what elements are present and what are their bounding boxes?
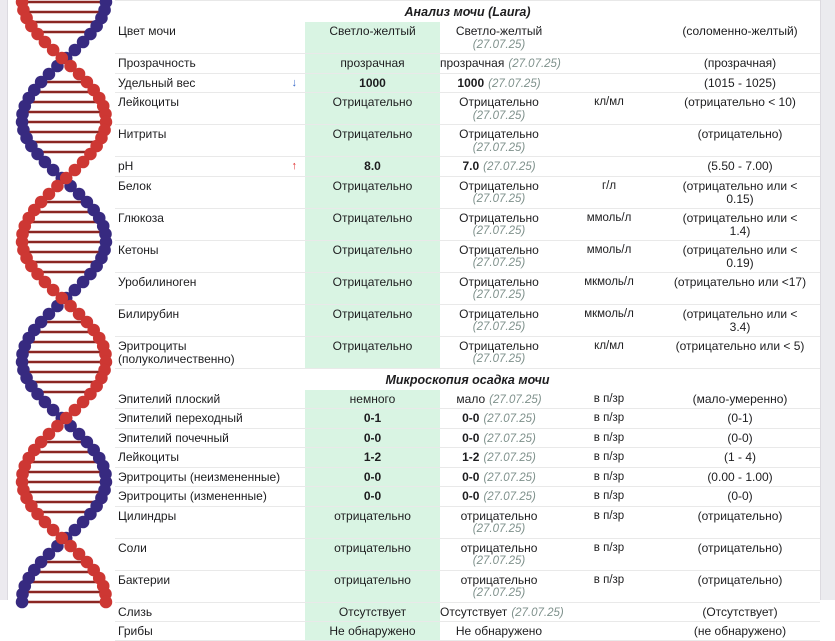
current-value-cell: [305, 273, 440, 304]
previous-value: Светло-желтый: [456, 24, 542, 38]
table-row: [115, 74, 820, 94]
previous-date: (27.07.25): [440, 110, 558, 124]
units-cell: кл/мл: [558, 337, 660, 368]
previous-value-cell: [440, 22, 558, 53]
current-value: Отсутствует: [339, 605, 406, 619]
parameter-name-cell: [115, 468, 305, 487]
previous-value-cell: [440, 468, 558, 487]
parameter-name: Эпителий переходный: [118, 412, 243, 427]
units-cell: [558, 157, 660, 176]
parameter-name: Глюкоза: [118, 212, 164, 239]
reference-range-cell: (мало-умеренно): [660, 390, 820, 409]
table-row: [115, 22, 820, 54]
table-row: [115, 125, 820, 157]
reference-range-cell: (1 - 4): [660, 448, 820, 467]
previous-date: (27.07.25): [440, 353, 558, 367]
current-value: Отрицательно: [333, 211, 413, 225]
reference-range-cell: (отрицательно): [660, 539, 820, 570]
trend-up-icon: ↑: [292, 160, 298, 175]
table-row: [115, 305, 820, 337]
reference-range-cell: (отрицательно): [660, 125, 820, 156]
current-value: Не обнаружено: [329, 624, 415, 638]
previous-value: прозрачная: [440, 56, 504, 70]
previous-value: Отрицательно: [459, 179, 539, 193]
previous-value-cell: [440, 487, 558, 506]
dna-helix-decoration: [6, 0, 118, 600]
reference-range-cell: (отрицательно или <17): [660, 273, 820, 304]
previous-date: (27.07.25): [483, 413, 535, 425]
parameter-name: Уробилиноген: [118, 276, 196, 303]
reference-range-cell: (1015 - 1025): [660, 74, 820, 93]
previous-date: (27.07.25): [440, 39, 558, 53]
units-cell: в п/зр: [558, 571, 660, 602]
previous-value: 0-0: [462, 489, 479, 503]
parameter-name-cell: [115, 622, 305, 640]
previous-value-cell: [440, 125, 558, 156]
table-row: [115, 93, 820, 125]
parameter-name: Лейкоциты: [118, 96, 179, 123]
parameter-name: Нитриты: [118, 128, 166, 155]
previous-date: (27.07.25): [483, 491, 535, 503]
units-cell: в п/зр: [558, 468, 660, 487]
current-value: Отрицательно: [333, 275, 413, 289]
parameter-name-cell: [115, 157, 305, 176]
previous-value: отрицательно: [461, 509, 538, 523]
current-value: немного: [350, 392, 396, 406]
parameter-name: Грибы: [118, 625, 153, 639]
current-value-cell: [305, 54, 440, 73]
current-value-cell: [305, 429, 440, 448]
parameter-name: Эритроциты (измененные): [118, 490, 267, 505]
previous-value: отрицательно: [461, 541, 538, 555]
section-title: Микроскопия осадка мочи: [115, 369, 820, 390]
current-value-cell: [305, 539, 440, 570]
previous-value-cell: [440, 337, 558, 368]
parameter-name: Эпителий плоский: [118, 393, 220, 408]
table-row: [115, 468, 820, 488]
reference-range-cell: (0.00 - 1.00): [660, 468, 820, 487]
previous-value-cell: [440, 93, 558, 124]
current-value-cell: [305, 177, 440, 208]
previous-value-cell: [440, 54, 558, 73]
parameter-name-cell: [115, 390, 305, 409]
parameter-name: Билирубин: [118, 308, 179, 335]
parameter-name-cell: [115, 337, 305, 368]
parameter-name: Соли: [118, 542, 147, 569]
previous-value-cell: [440, 571, 558, 602]
previous-date: (27.07.25): [489, 394, 541, 406]
previous-value: Отрицательно: [459, 307, 539, 321]
parameter-name: Удельный вес: [118, 77, 195, 92]
current-value: отрицательно: [334, 573, 411, 587]
previous-value-cell: [440, 74, 558, 93]
units-cell: в п/зр: [558, 539, 660, 570]
units-cell: мкмоль/л: [558, 305, 660, 336]
previous-value-cell: [440, 273, 558, 304]
reference-range-cell: (отрицательно < 10): [660, 93, 820, 124]
previous-date: (27.07.25): [488, 78, 540, 90]
parameter-name-cell: [115, 448, 305, 467]
current-value: Отрицательно: [333, 127, 413, 141]
parameter-name-cell: [115, 603, 305, 622]
current-value-cell: [305, 622, 440, 640]
current-value-cell: [305, 409, 440, 428]
parameter-name-cell: [115, 209, 305, 240]
table-row: [115, 622, 820, 641]
previous-date: (27.07.25): [440, 587, 558, 601]
table-row: [115, 241, 820, 273]
units-cell: ммоль/л: [558, 241, 660, 272]
current-value-cell: [305, 571, 440, 602]
current-value-cell: [305, 22, 440, 53]
parameter-name-cell: [115, 241, 305, 272]
current-value: 1-2: [364, 450, 381, 464]
current-value: 1000: [359, 76, 386, 90]
previous-date: (27.07.25): [440, 257, 558, 271]
previous-value: отрицательно: [461, 573, 538, 587]
previous-date: (27.07.25): [483, 433, 535, 445]
current-value: Отрицательно: [333, 339, 413, 353]
current-value-cell: [305, 390, 440, 409]
previous-value-cell: [440, 409, 558, 428]
previous-value-cell: [440, 209, 558, 240]
table-row: [115, 429, 820, 449]
parameter-name-cell: [115, 429, 305, 448]
previous-value-cell: [440, 429, 558, 448]
previous-date: (27.07.25): [440, 225, 558, 239]
table-row: [115, 337, 820, 369]
parameter-name: Бактерии: [118, 574, 170, 601]
previous-value-cell: [440, 507, 558, 538]
previous-value-cell: [440, 539, 558, 570]
previous-value: 1-2: [462, 450, 479, 464]
current-value-cell: [305, 241, 440, 272]
table-row: [115, 209, 820, 241]
previous-value: 7.0: [462, 159, 479, 173]
previous-date: (27.07.25): [440, 555, 558, 569]
table-row: [115, 487, 820, 507]
reference-range-cell: (отрицательно): [660, 507, 820, 538]
trend-down-icon: ↓: [292, 77, 298, 92]
parameter-name-cell: [115, 487, 305, 506]
units-cell: в п/зр: [558, 429, 660, 448]
table-row: [115, 409, 820, 429]
current-value-cell: [305, 157, 440, 176]
units-cell: в п/зр: [558, 487, 660, 506]
current-value-cell: [305, 603, 440, 622]
previous-value: Отрицательно: [459, 339, 539, 353]
previous-value: Отрицательно: [459, 275, 539, 289]
parameter-name: Эритроциты (неизмененные): [118, 471, 280, 486]
section-title: Анализ мочи (Laura): [115, 1, 820, 22]
previous-value: Отсутствует: [440, 605, 507, 619]
previous-value-cell: [440, 622, 558, 640]
reference-range-cell: (прозрачная): [660, 54, 820, 73]
previous-value: Отрицательно: [459, 127, 539, 141]
reference-range-cell: (0-1): [660, 409, 820, 428]
previous-value-cell: [440, 241, 558, 272]
previous-value: мало: [456, 392, 485, 406]
parameter-name: Цилиндры: [118, 510, 176, 537]
lab-report-table: [115, 0, 820, 641]
previous-value-cell: [440, 157, 558, 176]
current-value-cell: [305, 125, 440, 156]
table-row: [115, 54, 820, 74]
units-cell: ммоль/л: [558, 209, 660, 240]
current-value-cell: [305, 507, 440, 538]
parameter-name-cell: [115, 539, 305, 570]
current-value-cell: [305, 74, 440, 93]
table-row: [115, 539, 820, 571]
parameter-name: Кетоны: [118, 244, 159, 271]
reference-range-cell: (не обнаружено): [660, 622, 820, 640]
previous-date: (27.07.25): [440, 289, 558, 303]
parameter-name-cell: [115, 22, 305, 53]
parameter-name: Лейкоциты: [118, 451, 179, 466]
reference-range-cell: (отрицательно или < 1.4): [660, 209, 820, 240]
reference-range-cell: (отрицательно или < 3.4): [660, 305, 820, 336]
previous-value-cell: [440, 390, 558, 409]
previous-value: Отрицательно: [459, 211, 539, 225]
reference-range-cell: (отрицательно или < 0.15): [660, 177, 820, 208]
reference-range-cell: (0-0): [660, 487, 820, 506]
previous-date: (27.07.25): [511, 607, 563, 619]
reference-range-cell: (отрицательно или < 5): [660, 337, 820, 368]
parameter-name-cell: [115, 273, 305, 304]
current-value: Отрицательно: [333, 307, 413, 321]
current-value: отрицательно: [334, 509, 411, 523]
units-cell: в п/зр: [558, 390, 660, 409]
table-row: [115, 157, 820, 177]
parameter-name: Белок: [118, 180, 151, 207]
parameter-name: Эритроциты (полуколичественно): [118, 340, 297, 367]
parameter-name-cell: [115, 125, 305, 156]
parameter-name-cell: [115, 54, 305, 73]
previous-date: (27.07.25): [440, 142, 558, 156]
current-value: 0-0: [364, 489, 381, 503]
parameter-name-cell: [115, 571, 305, 602]
reference-range-cell: (соломенно-желтый): [660, 22, 820, 53]
parameter-name-cell: [115, 74, 305, 93]
current-value: прозрачная: [340, 56, 404, 70]
current-value: 8.0: [364, 159, 381, 173]
reference-range-cell: (Отсутствует): [660, 603, 820, 622]
previous-value-cell: [440, 603, 558, 622]
current-value-cell: [305, 468, 440, 487]
current-value: Отрицательно: [333, 95, 413, 109]
reference-range-cell: (отрицательно): [660, 571, 820, 602]
parameter-name-cell: [115, 177, 305, 208]
table-row: [115, 603, 820, 623]
units-cell: кл/мл: [558, 93, 660, 124]
previous-date: (27.07.25): [440, 321, 558, 335]
previous-value: 0-0: [462, 431, 479, 445]
parameter-name-cell: [115, 409, 305, 428]
current-value: отрицательно: [334, 541, 411, 555]
current-value-cell: [305, 448, 440, 467]
previous-date: (27.07.25): [440, 523, 558, 537]
previous-value-cell: [440, 177, 558, 208]
page-right-margin: [820, 0, 835, 600]
units-cell: мкмоль/л: [558, 273, 660, 304]
table-row: [115, 177, 820, 209]
parameter-name: Прозрачность: [118, 57, 196, 72]
previous-date: (27.07.25): [483, 472, 535, 484]
units-cell: в п/зр: [558, 409, 660, 428]
current-value-cell: [305, 93, 440, 124]
previous-value: Отрицательно: [459, 243, 539, 257]
units-cell: [558, 603, 660, 622]
current-value: 0-0: [364, 470, 381, 484]
previous-value: 0-0: [462, 470, 479, 484]
previous-date: (27.07.25): [483, 452, 535, 464]
table-row: [115, 507, 820, 539]
table-row: [115, 390, 820, 410]
units-cell: в п/зр: [558, 507, 660, 538]
reference-range-cell: (0-0): [660, 429, 820, 448]
current-value: Отрицательно: [333, 179, 413, 193]
previous-value: 1000: [457, 76, 484, 90]
table-row: [115, 571, 820, 603]
parameter-name: Цвет мочи: [118, 25, 176, 52]
previous-value: 0-0: [462, 411, 479, 425]
previous-value: Не обнаружено: [456, 624, 542, 638]
parameter-name: Эпителий почечный: [118, 432, 229, 447]
current-value: 0-0: [364, 431, 381, 445]
previous-date: (27.07.25): [440, 193, 558, 207]
current-value: Светло-желтый: [329, 24, 415, 38]
previous-date: (27.07.25): [483, 161, 535, 173]
units-cell: в п/зр: [558, 448, 660, 467]
units-cell: [558, 54, 660, 73]
current-value-cell: [305, 209, 440, 240]
previous-value: Отрицательно: [459, 95, 539, 109]
parameter-name: Слизь: [118, 606, 152, 621]
units-cell: [558, 74, 660, 93]
table-row: [115, 273, 820, 305]
table-row: [115, 448, 820, 468]
current-value-cell: [305, 487, 440, 506]
current-value-cell: [305, 305, 440, 336]
units-cell: [558, 22, 660, 53]
previous-value-cell: [440, 305, 558, 336]
units-cell: [558, 125, 660, 156]
previous-value-cell: [440, 448, 558, 467]
reference-range-cell: (5.50 - 7.00): [660, 157, 820, 176]
current-value: 0-1: [364, 411, 381, 425]
parameter-name-cell: [115, 93, 305, 124]
parameter-name-cell: [115, 305, 305, 336]
current-value-cell: [305, 337, 440, 368]
units-cell: [558, 622, 660, 640]
current-value: Отрицательно: [333, 243, 413, 257]
reference-range-cell: (отрицательно или < 0.19): [660, 241, 820, 272]
units-cell: г/л: [558, 177, 660, 208]
previous-date: (27.07.25): [508, 58, 560, 70]
parameter-name-cell: [115, 507, 305, 538]
parameter-name: pH: [118, 160, 133, 175]
